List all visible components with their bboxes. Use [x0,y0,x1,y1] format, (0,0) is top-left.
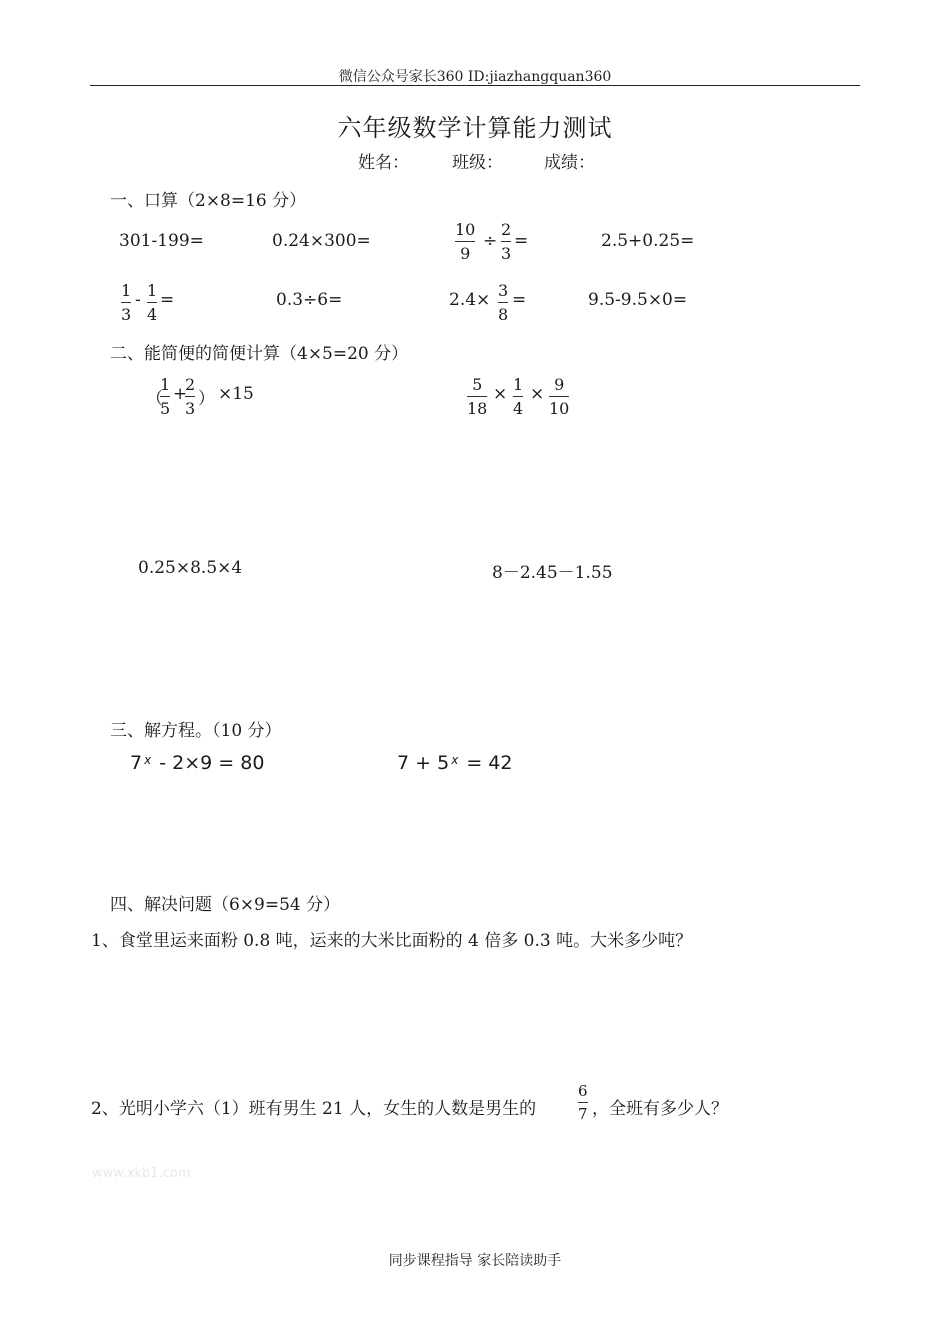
section-oral: 一、口算（2×8=16 分） [110,191,307,211]
page-footer: 同步课程指导 家长陪读助手 [388,1253,562,1269]
oral-item-8: 9.5-9.5×0= [588,290,688,310]
fraction: 3 8 [498,281,509,324]
equation-1: 7 $^x$ - 2×9 = 80 [130,752,265,774]
fraction: 1 4 [513,375,524,418]
fraction: 5 18 [467,375,488,418]
section-equations: 三、解方程。（10 分） [110,721,282,741]
score-label: 成绩： [544,153,595,173]
page-title: 六年级数学计算能力测试 [337,114,613,142]
header-rule [90,85,860,86]
section-problems: 四、解决问题（6×9=54 分） [110,895,341,915]
oral-item-2: 0.24×300= [272,231,371,251]
equation-2: 7 + 5 $^x$ = 42 [397,752,513,774]
fraction: 1 5 [160,375,171,418]
section-simplify: 二、能简便的简便计算（4×5=20 分） [110,344,409,364]
class-label: 班级： [452,153,503,173]
variable-x: x [451,753,459,767]
fraction: 2 3 [501,220,512,263]
oral-item-6: 0.3÷6= [276,290,343,310]
simplify-item-4: 8－2.45－1.55 [492,563,613,583]
fraction: 9 10 [549,375,570,418]
variable-x: x [144,753,152,767]
page-header: 微信公众号家长360 ID:jiazhangquan360 [338,69,612,85]
fraction: 1 3 [121,281,132,324]
watermark: www.xkb1.com [92,1166,191,1181]
problem-1: 1、食堂里运来面粉 0.8 吨，运来的大米比面粉的 4 倍多 0.3 吨。大米多少吨？ [91,931,693,951]
oral-item-1: 301-199= [119,231,204,251]
fraction: 1 4 [147,281,158,324]
simplify-item-3: 0.25×8.5×4 [138,558,243,578]
fraction: 2 3 [185,375,196,418]
fraction: 10 9 [455,220,476,263]
oral-item-4: 2.5+0.25= [601,231,695,251]
fraction: 6 7 [578,1082,588,1123]
name-label: 姓名： [358,153,409,173]
